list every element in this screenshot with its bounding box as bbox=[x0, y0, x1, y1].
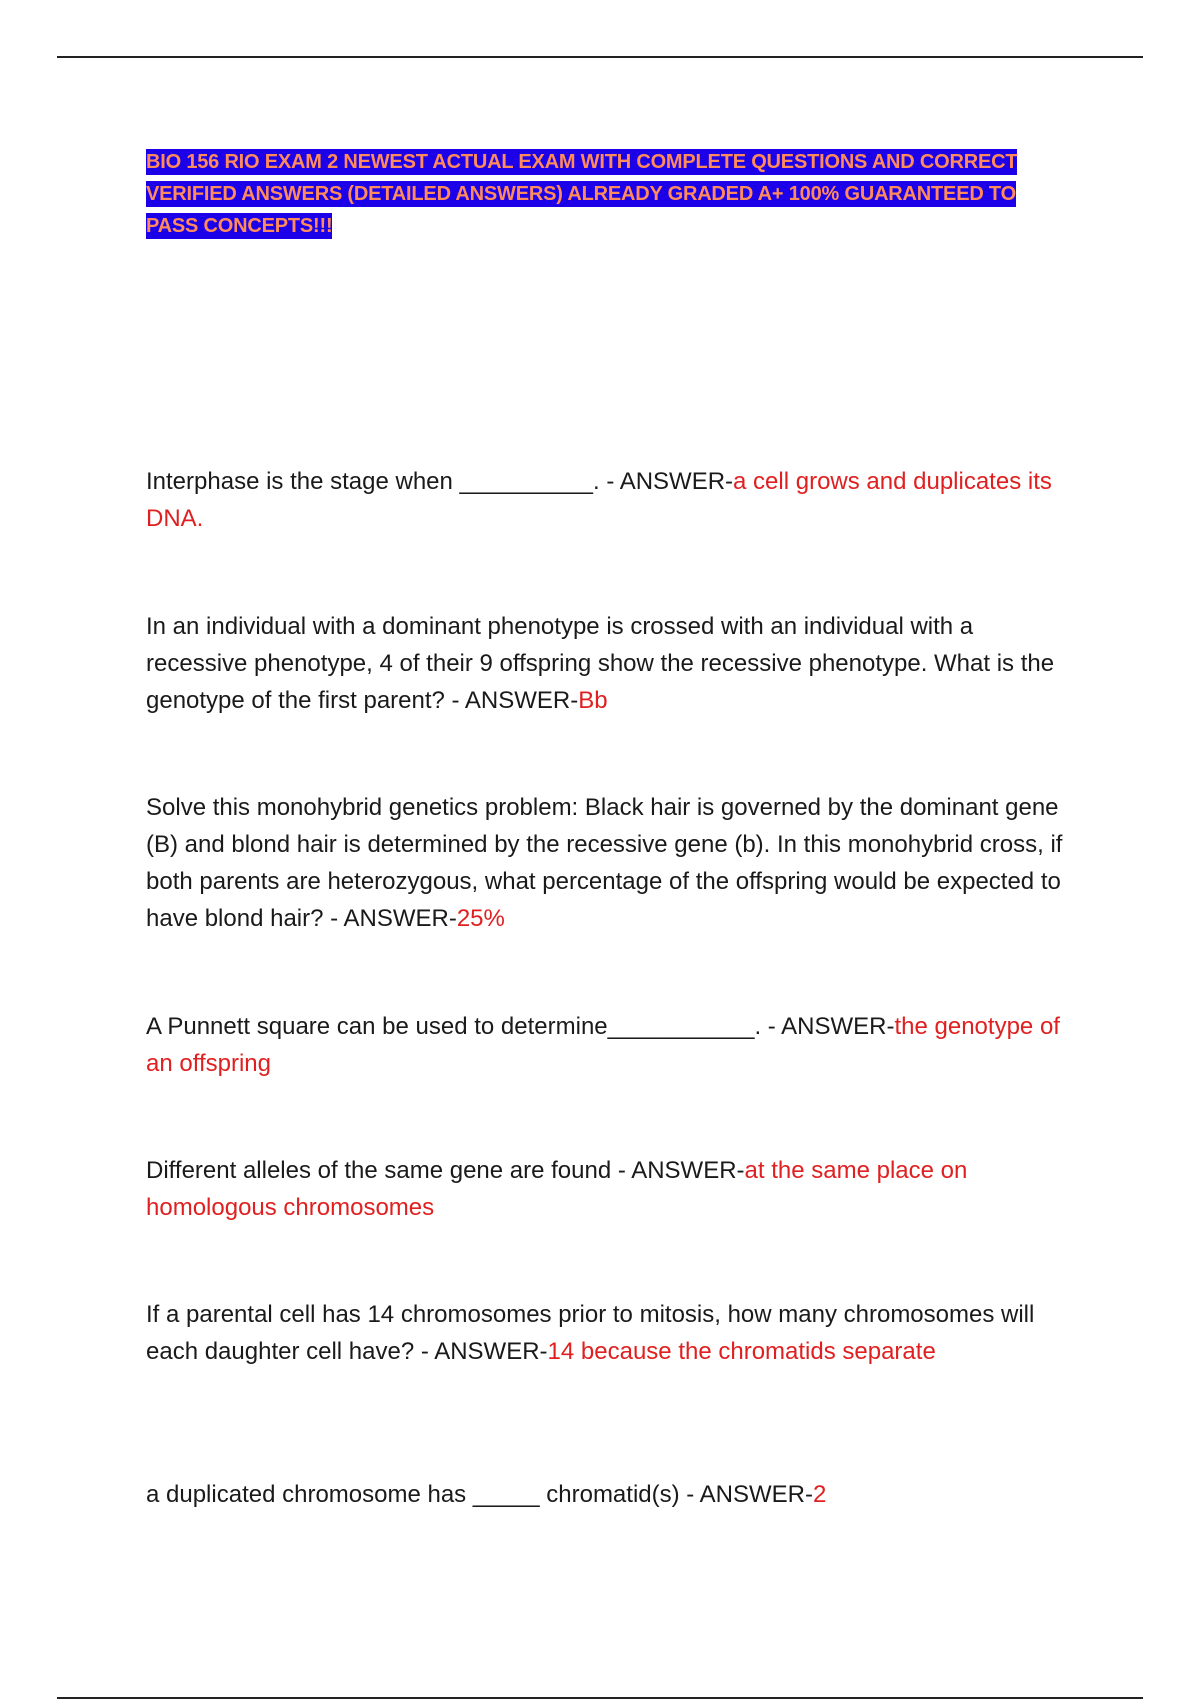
answer-separator: - ANSWER- bbox=[599, 468, 734, 495]
answer-text: 14 because the chromatids separate bbox=[547, 1338, 936, 1365]
qa-item bbox=[146, 789, 1066, 937]
answer-text: the genotype of an offspring bbox=[146, 1013, 1060, 1077]
answer-separator: - ANSWER- bbox=[323, 905, 457, 932]
answer-separator: - ANSWER- bbox=[761, 1013, 895, 1040]
qa-item bbox=[146, 1008, 1066, 1082]
answer-text: 25% bbox=[456, 905, 505, 932]
bottom-divider bbox=[57, 1697, 1143, 1699]
question-text: If a parental cell has 14 chromosomes prior to mitosis, how many chromosomes will each daughter cell have? bbox=[146, 1301, 1035, 1365]
question-text: Solve this monohybrid genetics problem: Black hair is governed by the dominant gene (B) and blond hair is determined by the recessive gene (b). In this monohybrid cross, if both parents are heterozygous, what percentage of the offspring would be expected to have blond hair? bbox=[146, 794, 1063, 932]
question-text: Different alleles of the same gene are found bbox=[146, 1157, 612, 1184]
answer-text: a cell grows and duplicates its DNA. bbox=[146, 468, 1052, 532]
question-text: In an individual with a dominant phenotype is crossed with an individual with a recessive phenotype, 4 of their 9 offspring show the recessive phenotype. What is the genotype of the first parent? bbox=[146, 613, 1055, 714]
question-text: Interphase is the stage when __________. bbox=[146, 468, 600, 495]
top-divider bbox=[57, 56, 1143, 58]
title-highlight: BIO 156 RIO EXAM 2 NEWEST ACTUAL EXAM WITH COMPLETE QUESTIONS AND CORRECT VERIFIED ANSWERS (DETAILED ANSWERS) ALREADY GRADED A+ 100% GUARANTEED TO PASS CONCEPTS!!! bbox=[146, 151, 1018, 237]
document-title bbox=[146, 146, 1046, 242]
answer-separator: - ANSWER- bbox=[679, 1481, 813, 1508]
qa-item bbox=[146, 1296, 1066, 1370]
answer-separator: - ANSWER- bbox=[414, 1338, 548, 1365]
qa-item bbox=[146, 463, 1066, 537]
answer-text: 2 bbox=[812, 1481, 827, 1508]
question-text: a duplicated chromosome has _____ chromatid(s) bbox=[146, 1481, 680, 1508]
qa-item bbox=[146, 1152, 1066, 1226]
answer-text: Bb bbox=[578, 687, 608, 714]
qa-item bbox=[146, 608, 1066, 719]
qa-item bbox=[146, 1476, 1066, 1513]
answer-separator: - ANSWER- bbox=[611, 1157, 745, 1184]
answer-separator: - ANSWER- bbox=[444, 687, 579, 714]
answer-text: at the same place on homologous chromosomes bbox=[146, 1157, 968, 1221]
question-text: A Punnett square can be used to determine___________. bbox=[146, 1013, 762, 1040]
